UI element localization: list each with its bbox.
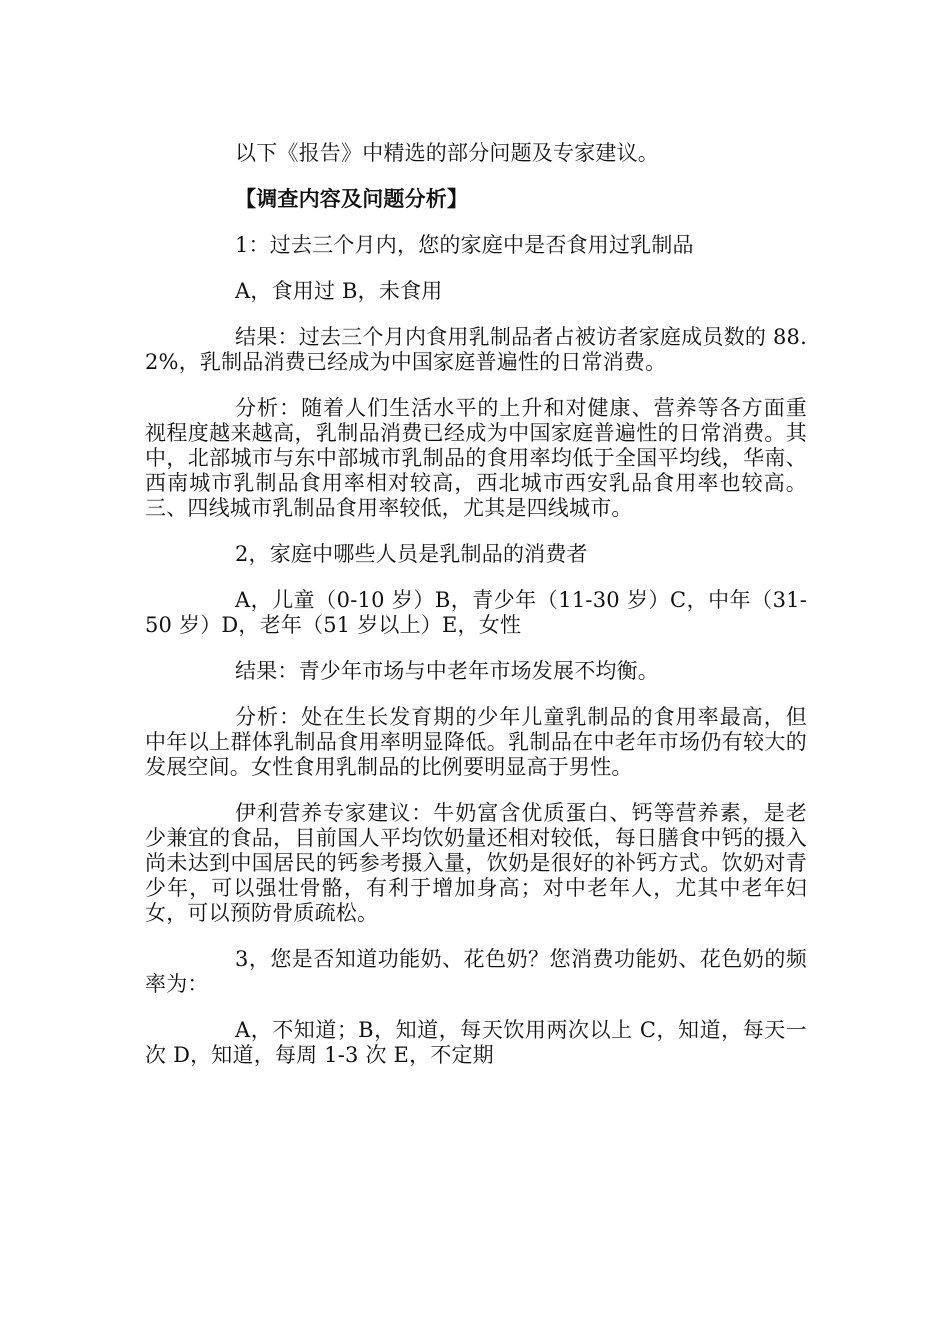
- question-3-options: A，不知道；B，知道，每天饮用两次以上 C，知道，每天一次 D，知道，每周 1-3 次 E，不定期: [145, 1018, 807, 1067]
- question-2: 2，家庭中哪些人员是乳制品的消费者: [235, 542, 588, 566]
- expert-advice: 伊利营养专家建议：牛奶富含优质蛋白、钙等营养素，是老少兼宜的食品，目前国人平均饮奶量还相对较低，每日膳食中钙的摄入尚未达到中国居民的钙参考摄入量，饮奶是很好的补钙方式。饮奶对青少年，可以强壮骨骼，有利于增加身高；对中老年人，尤其中老年妇女，可以预防骨质疏松。: [145, 801, 807, 925]
- question-2-result: 结果：青少年市场与中老年市场发展不均衡。: [235, 659, 659, 683]
- question-1-result: 结果：过去三个月内食用乳制品者占被访者家庭成员数的 88.2%，乳制品消费已经成为中国家庭普遍性的日常消费。: [145, 325, 807, 374]
- intro-paragraph: 以下《报告》中精选的部分问题及专家建议。: [235, 141, 659, 165]
- document-body: [145, 141, 807, 1089]
- question-1: 1：过去三个月内，您的家庭中是否食用过乳制品: [235, 233, 694, 257]
- question-3: 3，您是否知道功能奶、花色奶？您消费功能奶、花色奶的频率为：: [145, 947, 807, 996]
- question-2-options: A，儿童（0-10 岁）B，青少年（11-30 岁）C，中年（31-50 岁）D，老年（51 岁以上）E，女性: [145, 588, 807, 637]
- question-2-analysis: 分析：处在生长发育期的少年儿童乳制品的食用率最高，但中年以上群体乳制品食用率明显降低。乳制品在中老年市场仍有较大的发展空间。女性食用乳制品的比例要明显高于男性。: [145, 705, 807, 779]
- section-heading: 【调查内容及问题分析】: [235, 187, 469, 211]
- question-1-analysis: 分析：随着人们生活水平的上升和对健康、营养等各方面重视程度越来越高，乳制品消费已经成为中国家庭普遍性的日常消费。其中，北部城市与东中部城市乳制品的食用率均低于全国平均线，华南、西南城市乳制品食用率相对较高，西北城市西安乳品食用率也较高。三、四线城市乳制品食用率较低，尤其是四线城市。: [145, 396, 807, 520]
- question-1-options: A，食用过 B，未食用: [235, 279, 443, 303]
